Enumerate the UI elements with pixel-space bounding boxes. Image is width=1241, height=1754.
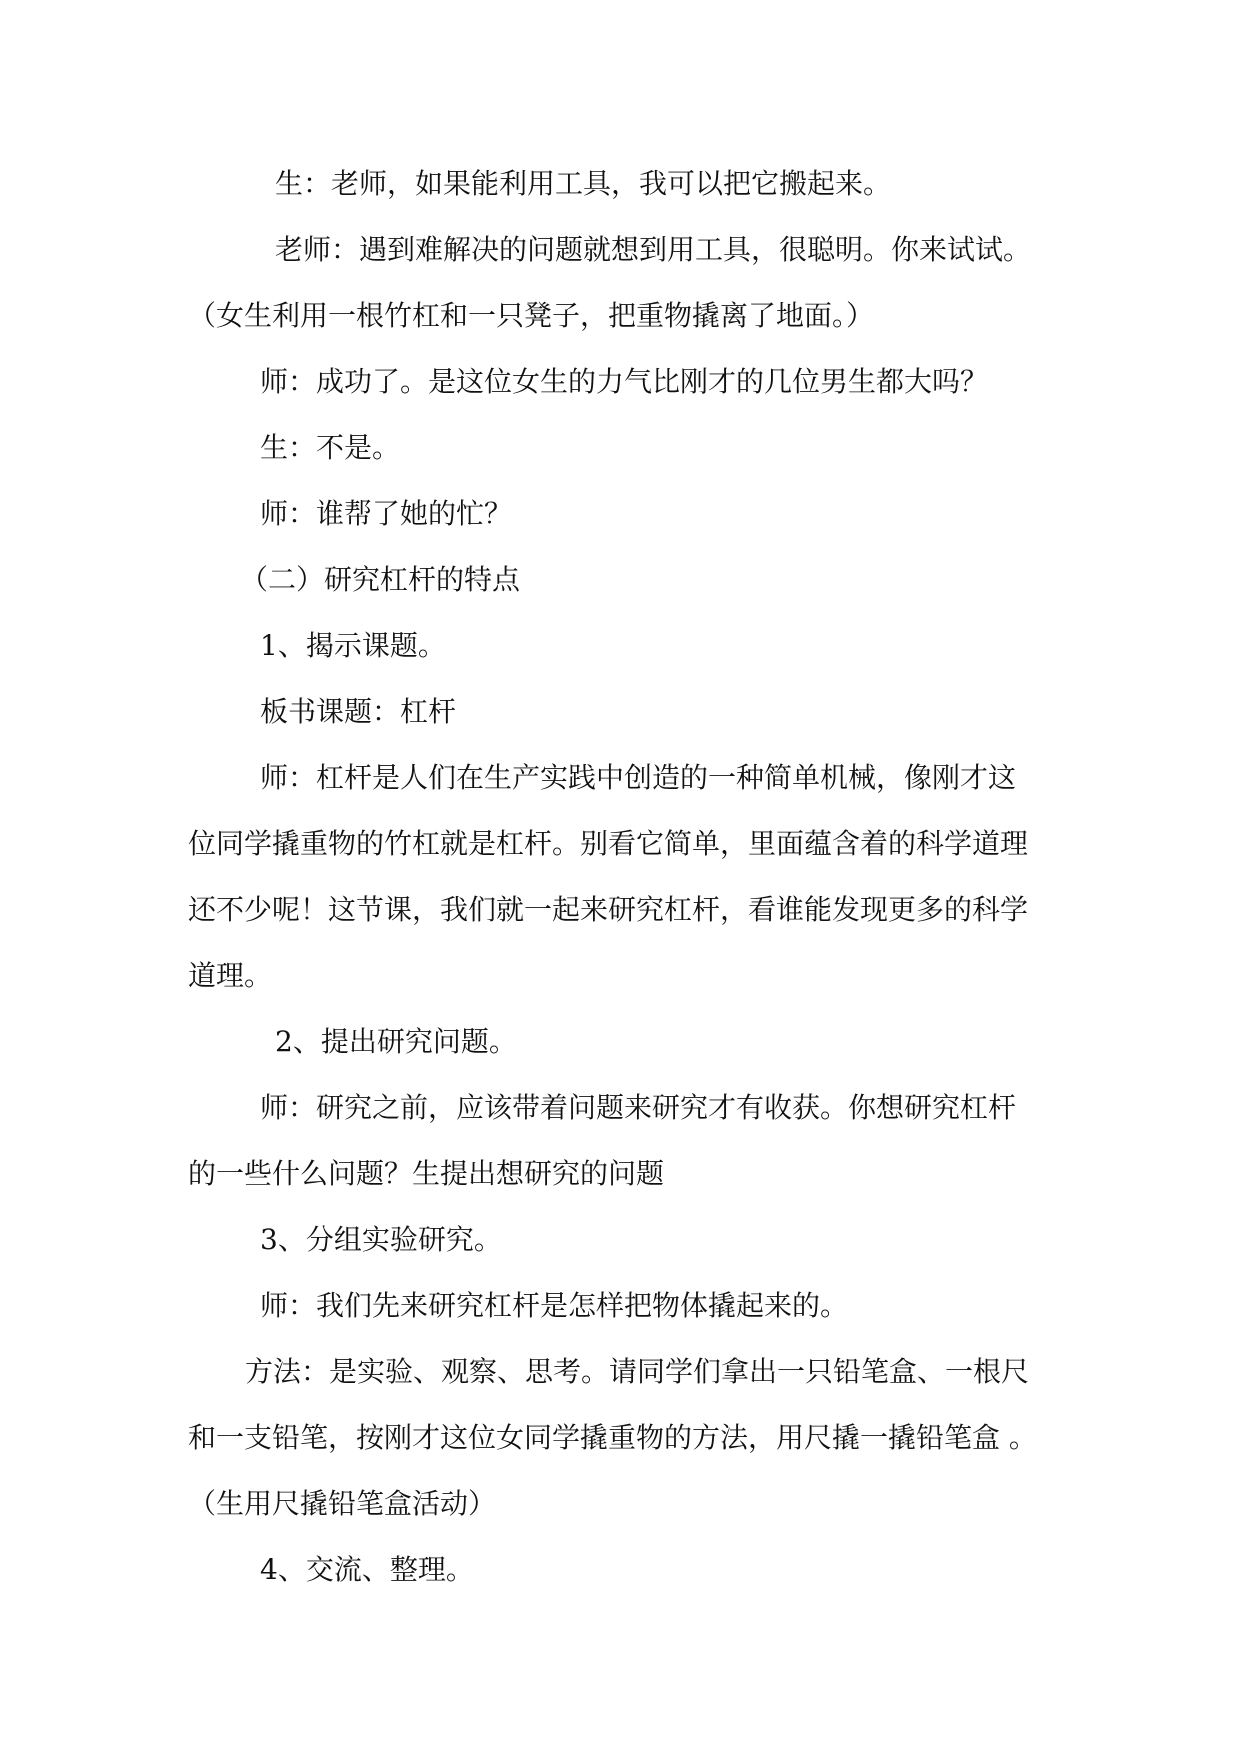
paragraph-line: 还不少呢！这节课，我们就一起来研究杠杆，看谁能发现更多的科学 — [188, 893, 1029, 926]
paragraph-line: 师：研究之前，应该带着问题来研究才有收获。你想研究杠杆 — [260, 1091, 1017, 1124]
paragraph-line: 生：不是。 — [260, 431, 401, 464]
paragraph-line: 方法：是实验、观察、思考。请同学们拿出一只铅笔盒、一根尺 — [245, 1355, 1030, 1388]
paragraph-line: 位同学撬重物的竹杠就是杠杆。别看它简单，里面蕴含着的科学道理 — [188, 827, 1029, 860]
paragraph-line: 师：杠杆是人们在生产实践中创造的一种简单机械，像刚才这 — [260, 761, 1017, 794]
paragraph-line: 师：谁帮了她的忙？ — [260, 497, 513, 530]
paragraph-line: 师：成功了。是这位女生的力气比刚才的几位男生都大吗？ — [260, 365, 989, 398]
paragraph-line: （女生利用一根竹杠和一只凳子，把重物撬离了地面。） — [188, 299, 875, 332]
numbered-step: 4、交流、整理。 — [260, 1553, 474, 1586]
numbered-step: 3、分组实验研究。 — [260, 1223, 502, 1256]
paragraph-line: 的一些什么问题？生提出想研究的问题 — [188, 1157, 665, 1190]
paragraph-line: 师：我们先来研究杠杆是怎样把物体撬起来的。 — [260, 1289, 849, 1322]
paragraph-line: 板书课题：杠杆 — [260, 695, 457, 728]
section-heading: （二）研究杠杆的特点 — [240, 563, 521, 596]
paragraph-line: 生：老师，如果能利用工具，我可以把它搬起来。 — [275, 167, 892, 200]
numbered-step: 2、提出研究问题。 — [275, 1025, 517, 1058]
paragraph-line: 道理。 — [188, 959, 273, 992]
numbered-step: 1、揭示课题。 — [260, 629, 446, 662]
paragraph-line: 老师：遇到难解决的问题就想到用工具，很聪明。你来试试。 — [275, 233, 1032, 266]
paragraph-line: 和一支铅笔，按刚才这位女同学撬重物的方法，用尺撬一撬铅笔盒 。 — [188, 1421, 1037, 1454]
paragraph-line: （生用尺撬铅笔盒活动） — [188, 1487, 497, 1520]
